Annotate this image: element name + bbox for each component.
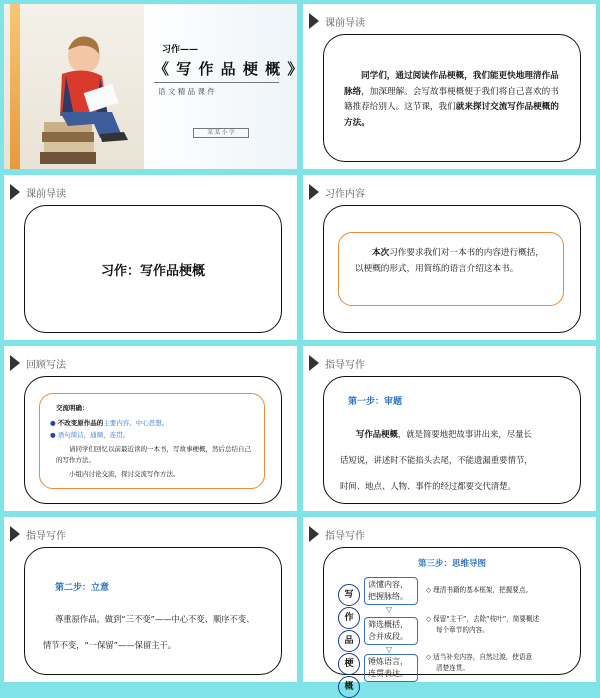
content-card <box>323 34 581 162</box>
box-3-line-2: 连贯表达。 <box>368 669 408 678</box>
step-line-1-bold: 写作品梗概 <box>356 429 398 439</box>
slide-header <box>309 12 365 30</box>
mindmap-note-3 <box>426 652 576 674</box>
note-2-line-2: 每个章节的内容。 <box>436 626 489 634</box>
mindmap-box-2 <box>364 617 418 645</box>
step-title: 第三步：思维导图 <box>417 559 486 569</box>
down-arrow-icon: ▽ <box>386 645 393 654</box>
review-heading: 交流明确： <box>56 404 89 412</box>
mindmap-box-3 <box>364 654 418 682</box>
slide-header-text: 习作内容 <box>325 188 365 200</box>
box-1-line-1: 读懂内容， <box>368 580 408 589</box>
header-arrow-icon <box>309 526 319 542</box>
review-bullet-2: ● 语句简洁，通顺，连贯。 <box>50 431 130 439</box>
step-line-1: 尊重原作品。做到“三不变”——中心不变、顺序不变、 <box>55 614 255 624</box>
step-line-1 <box>340 421 572 447</box>
slide-8-step3[interactable] <box>303 517 596 692</box>
cover-school-tag: 某 某 小 学 <box>193 128 249 138</box>
content-card <box>323 376 581 504</box>
content-card <box>24 547 282 675</box>
slide-header-text: 课前导读 <box>26 188 66 200</box>
intro-text-bold-1: 理清作品脉络 <box>344 71 559 97</box>
review-orange-box <box>39 393 265 489</box>
step-line-3: 时间、地点、人物、事件的经过都要交代清楚。 <box>340 481 516 491</box>
slide-header-text: 指导写作 <box>325 359 365 371</box>
slide-6-step1[interactable] <box>303 346 596 511</box>
box-2-line-1: 筛选概括， <box>368 620 408 629</box>
mindmap-box-1 <box>364 577 418 605</box>
slide-7-step2[interactable] <box>4 517 297 682</box>
slide-header <box>10 183 66 201</box>
bullet-1-highlight: 主要内容、中心思想。 <box>103 419 169 427</box>
mindmap-circle: 作 <box>338 607 360 629</box>
content-card <box>24 205 282 333</box>
note-2-line-1: ◇ 保留“主干”，去除“枝叶”，简要概述 <box>426 615 540 623</box>
header-arrow-icon <box>309 184 319 200</box>
slide-header <box>10 354 66 372</box>
mindmap-circle: 梗 <box>338 653 360 675</box>
content-orange-box <box>338 232 564 306</box>
cover-divider <box>154 82 279 83</box>
slide-4-content[interactable] <box>303 175 596 340</box>
mindmap-note-2 <box>426 614 576 636</box>
box-1-line-2: 把握脉络。 <box>368 592 408 601</box>
step-line-2: 情节不变，“一保留”——保留主干。 <box>43 640 177 650</box>
step-line-2: 话短说，讲述时不能掐头去尾，不能遗漏重要情节， <box>340 455 533 465</box>
header-arrow-icon <box>10 184 20 200</box>
content-text-bold: 本次 <box>372 248 390 258</box>
step-title: 第二步：立意 <box>55 583 110 593</box>
mindmap-circle: 写 <box>338 584 360 606</box>
step-paragraph <box>340 421 572 499</box>
cover-subtitle: 习作—— <box>162 45 199 55</box>
intro-paragraph <box>344 69 564 131</box>
intro-text-start: 同学们，通过阅读作品梗概，我们能更快地 <box>361 71 525 81</box>
header-arrow-icon <box>10 355 20 371</box>
mindmap-circle: 概 <box>338 676 360 698</box>
slide-3-topic[interactable] <box>4 175 297 340</box>
step-paragraph <box>43 606 275 658</box>
slide-header <box>10 525 66 543</box>
note-3-line-1: ◇ 适当补充内容，自然过渡，使语意 <box>426 653 533 661</box>
intro-text-bold-2: 就来探讨交流写作品梗概的方法。 <box>344 102 559 128</box>
step-line-1-text: ，就是简要地把故事讲出来，尽量长 <box>397 429 532 439</box>
content-card <box>323 205 581 333</box>
cover-title: 《 写 作 品 梗 概 》 <box>154 60 304 78</box>
box-2-line-2: 合并成段。 <box>368 632 408 641</box>
cover-caption: 语 文 精 品 课 件 <box>158 87 215 96</box>
content-text: 习作要求我们对一本书的内容进行概括，以梗概的形式，用简练的语言介绍这本书。 <box>355 248 544 274</box>
review-para-2: 小组内讨论交流，探讨交流写作方法。 <box>69 470 180 478</box>
slide-2-intro[interactable] <box>303 4 596 169</box>
content-card <box>24 376 282 504</box>
step-title: 第一步：审题 <box>348 397 403 407</box>
header-arrow-icon <box>309 13 319 29</box>
slide-header-text: 指导写作 <box>26 530 66 542</box>
note-1-line-1: ◇ 理清书籍的基本框架，把握要点。 <box>426 586 533 594</box>
slide-header-text: 指导写作 <box>325 530 365 542</box>
content-card <box>323 547 581 692</box>
slide-header <box>309 354 365 372</box>
content-paragraph <box>355 246 551 277</box>
mindmap-note-1 <box>426 585 576 596</box>
slide-header <box>309 183 365 201</box>
intro-text-middle: ，加深理解。会写故事梗概便于我们将自己喜欢的书籍推荐给别人。这节课，我们 <box>344 86 559 112</box>
cover-stripe <box>10 4 20 169</box>
box-3-line-1: 锤炼语言， <box>368 657 408 666</box>
slide-header-text: 课前导读 <box>325 17 365 29</box>
header-arrow-icon <box>10 526 20 542</box>
note-3-line-2: 清楚连贯。 <box>436 664 469 672</box>
review-bullet-1: ● 不改变原作品的主要内容、中心思想。 <box>50 419 169 427</box>
slide-5-review[interactable] <box>4 346 297 511</box>
header-arrow-icon <box>309 355 319 371</box>
topic-title: 习作：写作品梗概 <box>100 264 205 279</box>
bullet-2-text: 语句简洁，通顺，连贯。 <box>57 431 130 439</box>
mindmap-circle: 品 <box>338 630 360 652</box>
slide-header-text: 回顾写法 <box>26 359 66 371</box>
slide-header <box>309 525 365 543</box>
mindmap-circles <box>338 584 360 698</box>
review-para-1: 请同学们回忆以前最近读的一本书，写故事梗概，然后总结自己的写作方法。 <box>56 445 251 464</box>
bullet-1-text: 不改变原作品的 <box>57 419 104 427</box>
down-arrow-icon: ▽ <box>386 605 393 614</box>
slide-grid <box>4 4 596 692</box>
slide-1-cover[interactable] <box>4 4 304 169</box>
boy-reading-photo <box>4 4 144 169</box>
